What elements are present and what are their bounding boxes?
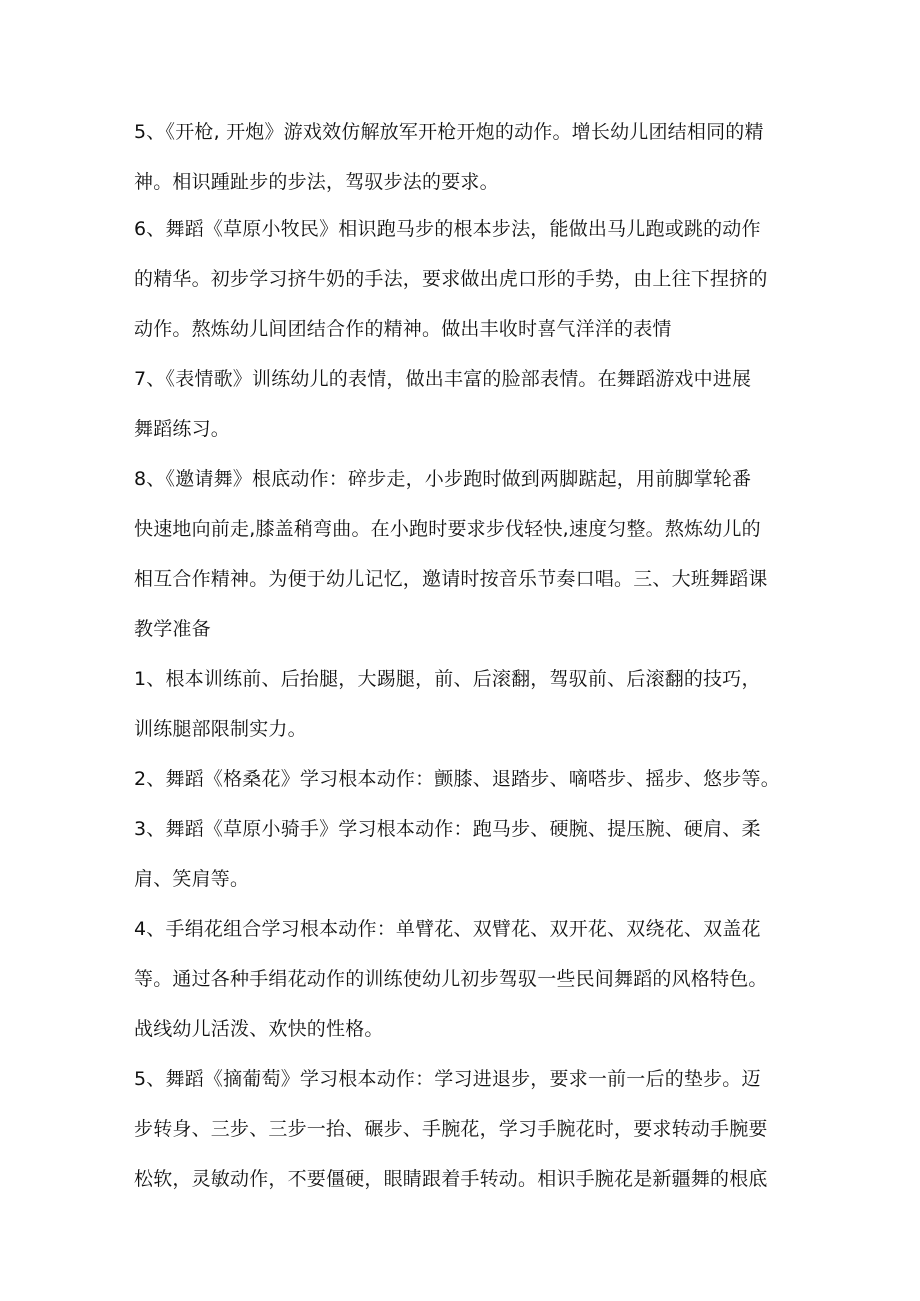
text-line: 肩、笑肩等。 bbox=[134, 868, 250, 890]
text-line: 7、《表情歌》训练幼儿的表情，做出丰富的脸部表情。在舞蹈游戏中进展 bbox=[134, 368, 752, 390]
text-line: 步转身、三步、三步一抬、碾步、手腕花，学习手腕花时，要求转动手腕要 bbox=[134, 1118, 768, 1140]
text-line: 战线幼儿活泼、欢快的性格。 bbox=[134, 1018, 384, 1040]
text-line: 的精华。初步学习挤牛奶的手法，要求做出虎口形的手势，由上往下捏挤的 bbox=[134, 268, 768, 290]
text-line: 相互合作精神。为便于幼儿记忆，邀请时按音乐节奏口唱。三、大班舞蹈课 bbox=[134, 568, 768, 590]
text-line: 3、舞蹈《草原小骑手》学习根本动作：跑马步、硬腕、提压腕、硬肩、柔 bbox=[134, 818, 761, 840]
text-line: 等。通过各种手绢花动作的训练使幼儿初步驾驭一些民间舞蹈的风格特色。 bbox=[134, 968, 768, 990]
text-line: 8、《邀请舞》根底动作：碎步走，小步跑时做到两脚踮起，用前脚掌轮番 bbox=[134, 468, 752, 490]
text-line: 快速地向前走,膝盖稍弯曲。在小跑时要求步伐轻快,速度匀整。熬炼幼儿的 bbox=[134, 518, 761, 540]
text-line: 5、《开枪, 开炮》游戏效仿解放军开枪开炮的动作。增长幼儿团结相同的精 bbox=[134, 121, 764, 143]
text-line: 1、根本训练前、后抬腿，大踢腿，前、后滚翻，驾驭前、后滚翻的技巧， bbox=[134, 668, 761, 690]
text-line: 教学准备 bbox=[134, 618, 211, 640]
text-line: 5、舞蹈《摘葡萄》学习根本动作：学习进退步，要求一前一后的垫步。迈 bbox=[134, 1068, 761, 1090]
text-line: 松软，灵敏动作，不要僵硬，眼睛跟着手转动。相识手腕花是新疆舞的根底 bbox=[134, 1168, 768, 1190]
text-line: 舞蹈练习。 bbox=[134, 418, 231, 440]
text-line: 动作。熬炼幼儿间团结合作的精神。做出丰收时喜气洋洋的表情 bbox=[134, 318, 672, 340]
text-line: 2、舞蹈《格桑花》学习根本动作：颤膝、退踏步、嘀嗒步、摇步、悠步等。 bbox=[134, 768, 780, 790]
text-line: 训练腿部限制实力。 bbox=[134, 718, 307, 740]
text-line: 4、手绢花组合学习根本动作：单臂花、双臂花、双开花、双绕花、双盖花 bbox=[134, 918, 761, 940]
text-line: 6、舞蹈《草原小牧民》相识跑马步的根本步法，能做出马儿跑或跳的动作 bbox=[134, 218, 761, 240]
text-line: 神。相识踵趾步的步法，驾驭步法的要求。 bbox=[134, 171, 499, 193]
